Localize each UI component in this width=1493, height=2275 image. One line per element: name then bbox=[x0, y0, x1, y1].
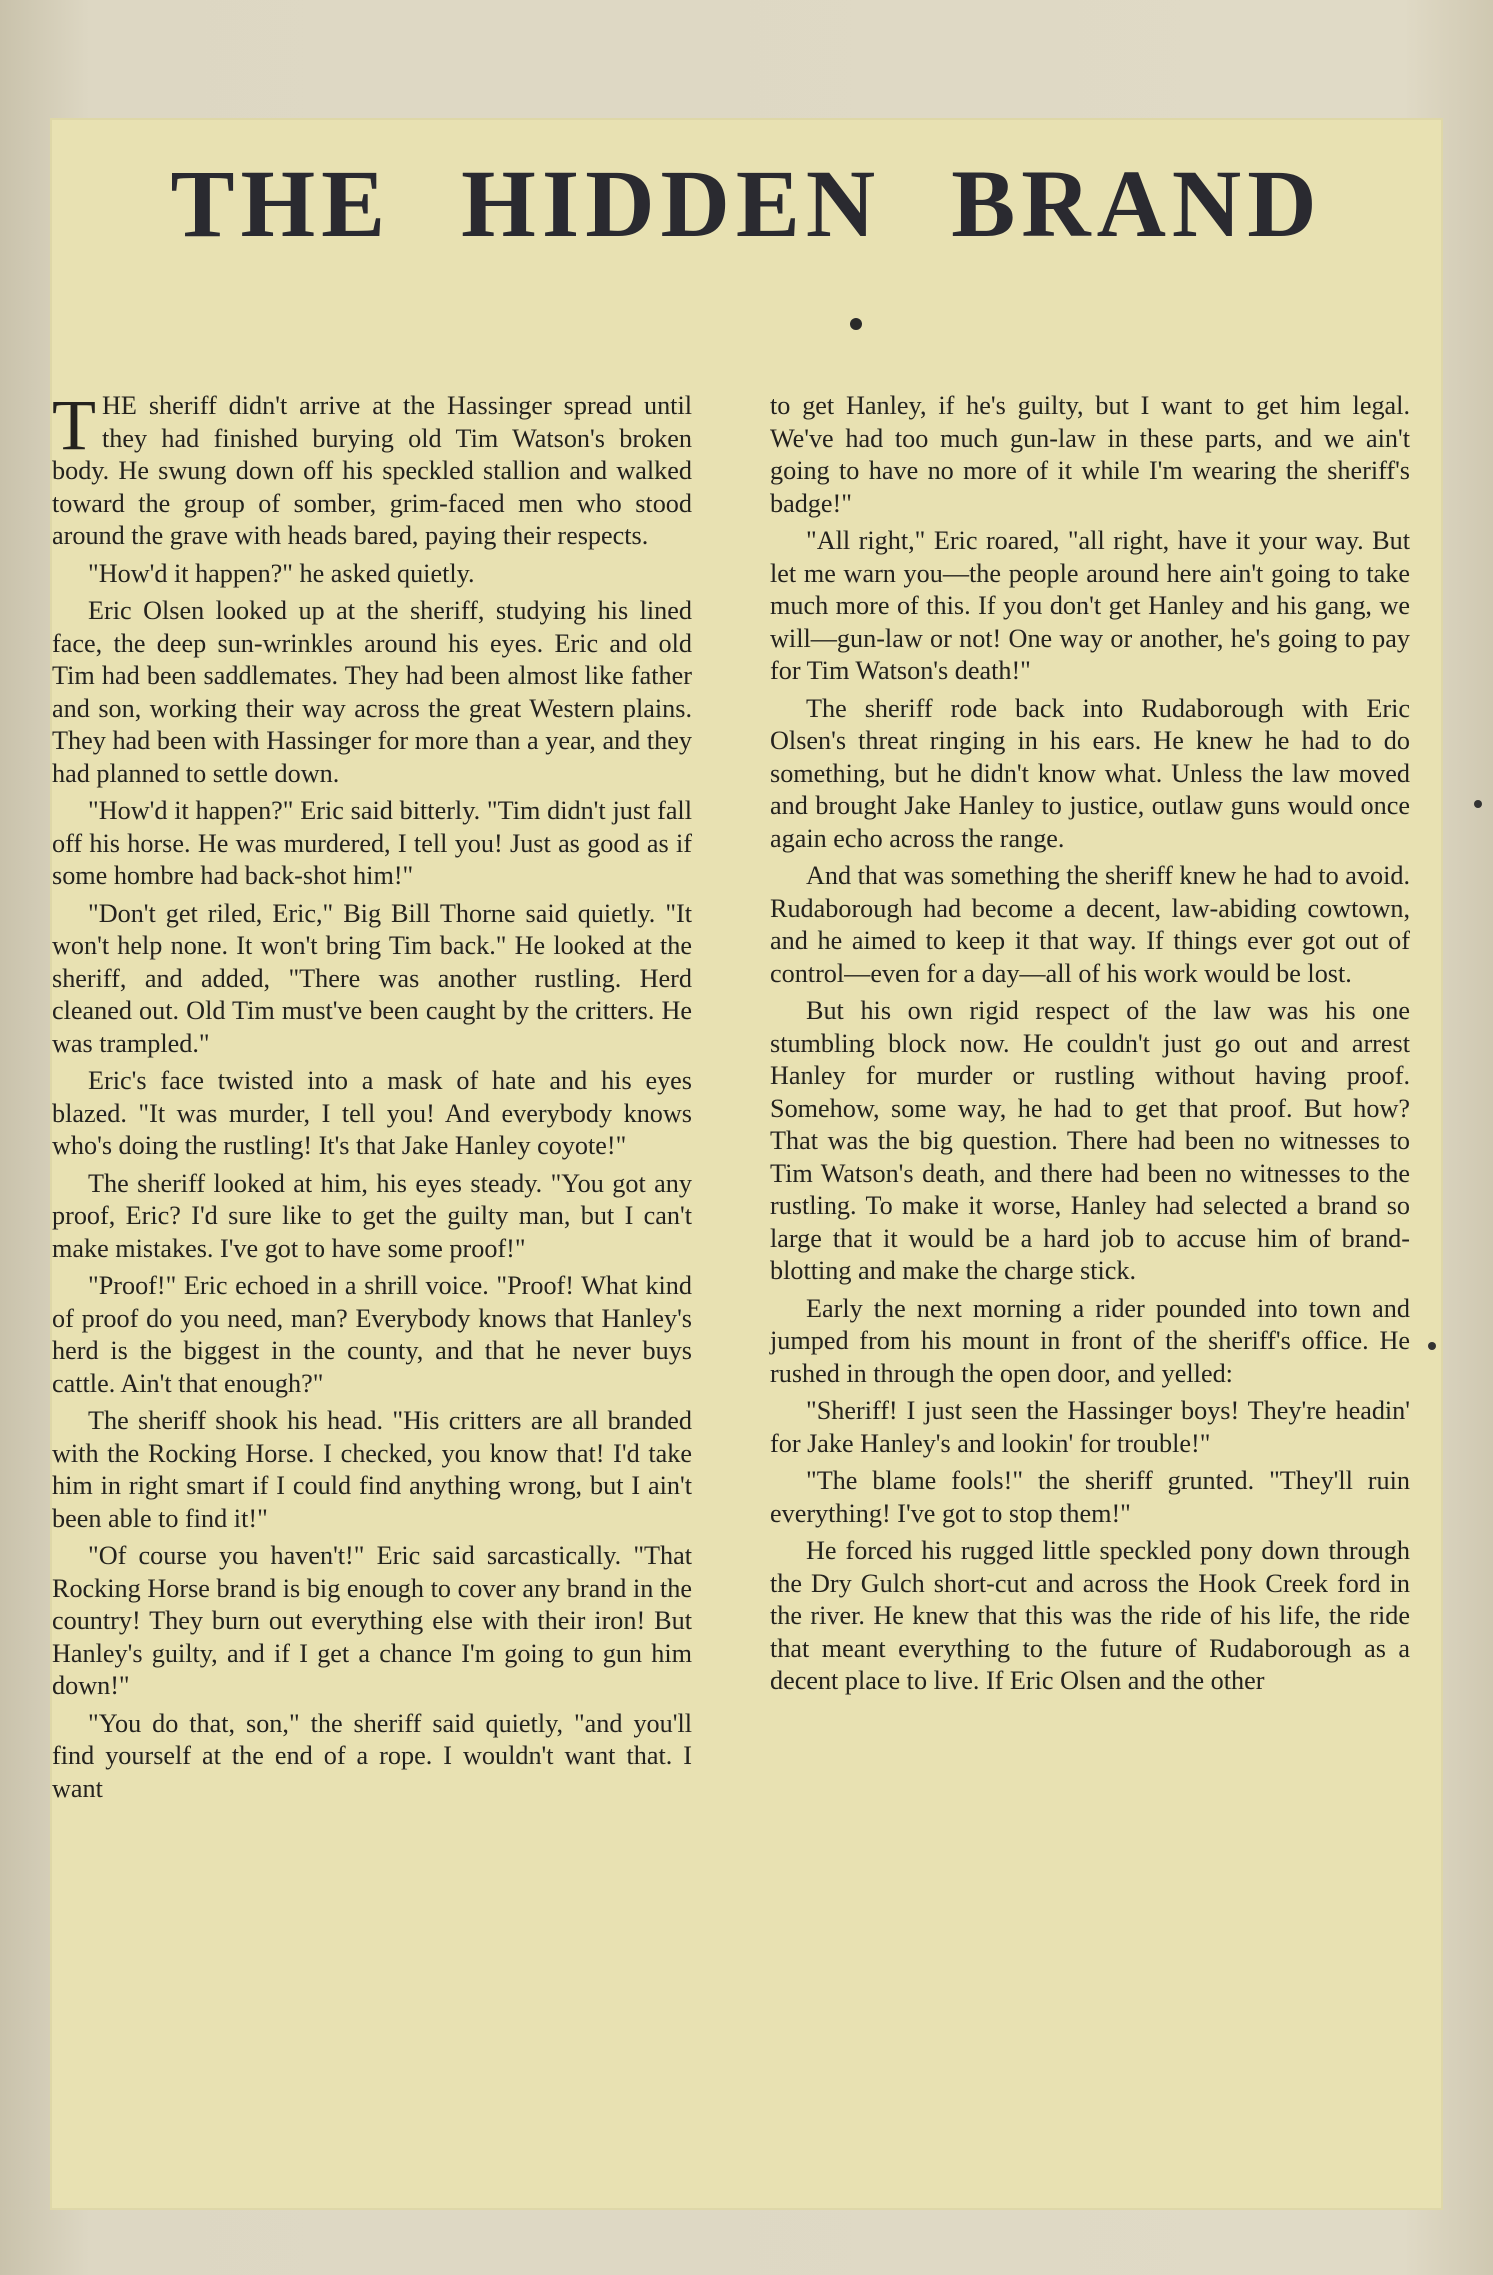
paragraph: "Of course you haven't!" Eric said sarcastically. "That Rocking Horse brand is big enough to cover any brand in the country! They burn out everything else with their iron! But Hanley's guilty, and if I get a chance I'm going to gun him down!" bbox=[52, 1541, 692, 1700]
paragraph: Eric Olsen looked up at the sheriff, studying his lined face, the deep sun-wrinkles around his eyes. Eric and old Tim had been saddlemates. They had been almost like father and son, working their way across the great Western plains. They had been with Hassinger for more than a year, and they had planned to settle down. bbox=[52, 596, 692, 788]
paragraph: "The blame fools!" the sheriff grunted. "They'll ruin everything! I've got to stop them!" bbox=[770, 1466, 1410, 1528]
paragraph: The sheriff looked at him, his eyes steady. "You got any proof, Eric? I'd sure like to get the guilty man, but I can't make mistakes. I've got to have some proof!" bbox=[52, 1168, 692, 1263]
paragraph: "How'd it happen?" he asked quietly. bbox=[88, 558, 475, 588]
drop-cap: T bbox=[52, 385, 96, 465]
paragraph: "Sheriff! I just seen the Hassinger boys! They're headin' for Jake Hanley's and lookin' for trouble!" bbox=[770, 1396, 1410, 1458]
margin-dot bbox=[1474, 800, 1482, 808]
paragraph: But his own rigid respect of the law was his one stumbling block now. He couldn't just go out and arrest Hanley for murder or rustling without having proof. Somehow, some way, he had to get that proof. But how? That was the big question. There had been no witnesses to Tim Watson's death, and there had been no witnesses to the rustling. To make it worse, Hanley had selected a brand so large that it would be a hard job to accuse him of brand-blotting and make the charge stick. bbox=[770, 996, 1410, 1285]
paragraph: Eric's face twisted into a mask of hate and his eyes blazed. "It was murder, I tell you! And everybody knows who's doing the rustling! It's that Jake Hanley coyote!" bbox=[52, 1066, 692, 1160]
paragraph: "Proof!" Eric echoed in a shrill voice. "Proof! What kind of proof do you need, man? Everybody knows that Hanley's herd is the biggest in the county, and that he never buys cattle. Ain't that enough?" bbox=[52, 1271, 692, 1398]
paragraph: The sheriff shook his head. "His critters are all branded with the Rocking Horse. I checked, you know that! I'd take him in right smart if I could find anything wrong, but I ain't been able to find it!" bbox=[52, 1406, 692, 1533]
paragraph: The sheriff rode back into Rudaborough with Eric Olsen's threat ringing in his ears. He knew he had to do something, but he didn't know what. Unless the law moved and brought Jake Hanley to justice, outlaw guns would once again echo across the range. bbox=[770, 693, 1410, 853]
title-ornament-dot bbox=[850, 318, 862, 330]
paragraph: "Don't get riled, Eric," Big Bill Thorne said quietly. "It won't help none. It won't bring Tim back." He looked at the sheriff, and added, "There was another rustling. Herd cleaned out. Old Tim must've been caught by the critters. He was trampled." bbox=[52, 898, 692, 1058]
paragraph: "All right," Eric roared, "all right, have it your way. But let me warn you—the people around here ain't going to take much more of this. If you don't get Hanley and his gang, we will—gun-law or not! One way or another, he's going to pay for Tim Watson's death!" bbox=[770, 526, 1410, 685]
right-column bbox=[770, 390, 1410, 1703]
paragraph bbox=[52, 385, 692, 553]
paragraph: He forced his rugged little speckled pony down through the Dry Gulch short-cut and across the Hook Creek ford in the river. He knew that this was the ride of his life, the ride that meant everything to the future of Rudaborough as a decent place to live. If Eric Olsen and the other bbox=[770, 1536, 1410, 1695]
paragraph: "You do that, son," the sheriff said quietly, "and you'll find yourself at the end of a rope. I wouldn't want that. I want bbox=[52, 1708, 692, 1803]
margin-dot bbox=[1428, 1342, 1436, 1350]
story-title: THE HIDDEN BRAND bbox=[170, 150, 1323, 257]
left-column bbox=[52, 385, 692, 1810]
paragraph: And that was something the sheriff knew he had to avoid. Rudaborough had become a decent, law-abiding cowtown, and he aimed to keep it that way. If things ever got out of control—even for a day—all of his work would be lost. bbox=[770, 861, 1410, 988]
paragraph: Early the next morning a rider pounded into town and jumped from his mount in front of the sheriff's office. He rushed in through the open door, and yelled: bbox=[770, 1293, 1410, 1388]
paragraph: "How'd it happen?" Eric said bitterly. "Tim didn't just fall off his horse. He was murdered, I tell you! Just as good as if some hombre had back-shot him!" bbox=[52, 796, 692, 890]
paragraph: to get Hanley, if he's guilty, but I want to get him legal. We've had too much gun-law in these parts, and we ain't going to have no more of it while I'm wearing the sheriff's badge!" bbox=[770, 391, 1410, 518]
paragraph-text: HE sheriff didn't arrive at the Hassinger spread until they had finished burying old Tim Watson's broken body. He swung down off his speckled stallion and walked toward the group of somber, grim-faced men who stood around the grave with heads bared, paying their respects. bbox=[52, 391, 692, 550]
